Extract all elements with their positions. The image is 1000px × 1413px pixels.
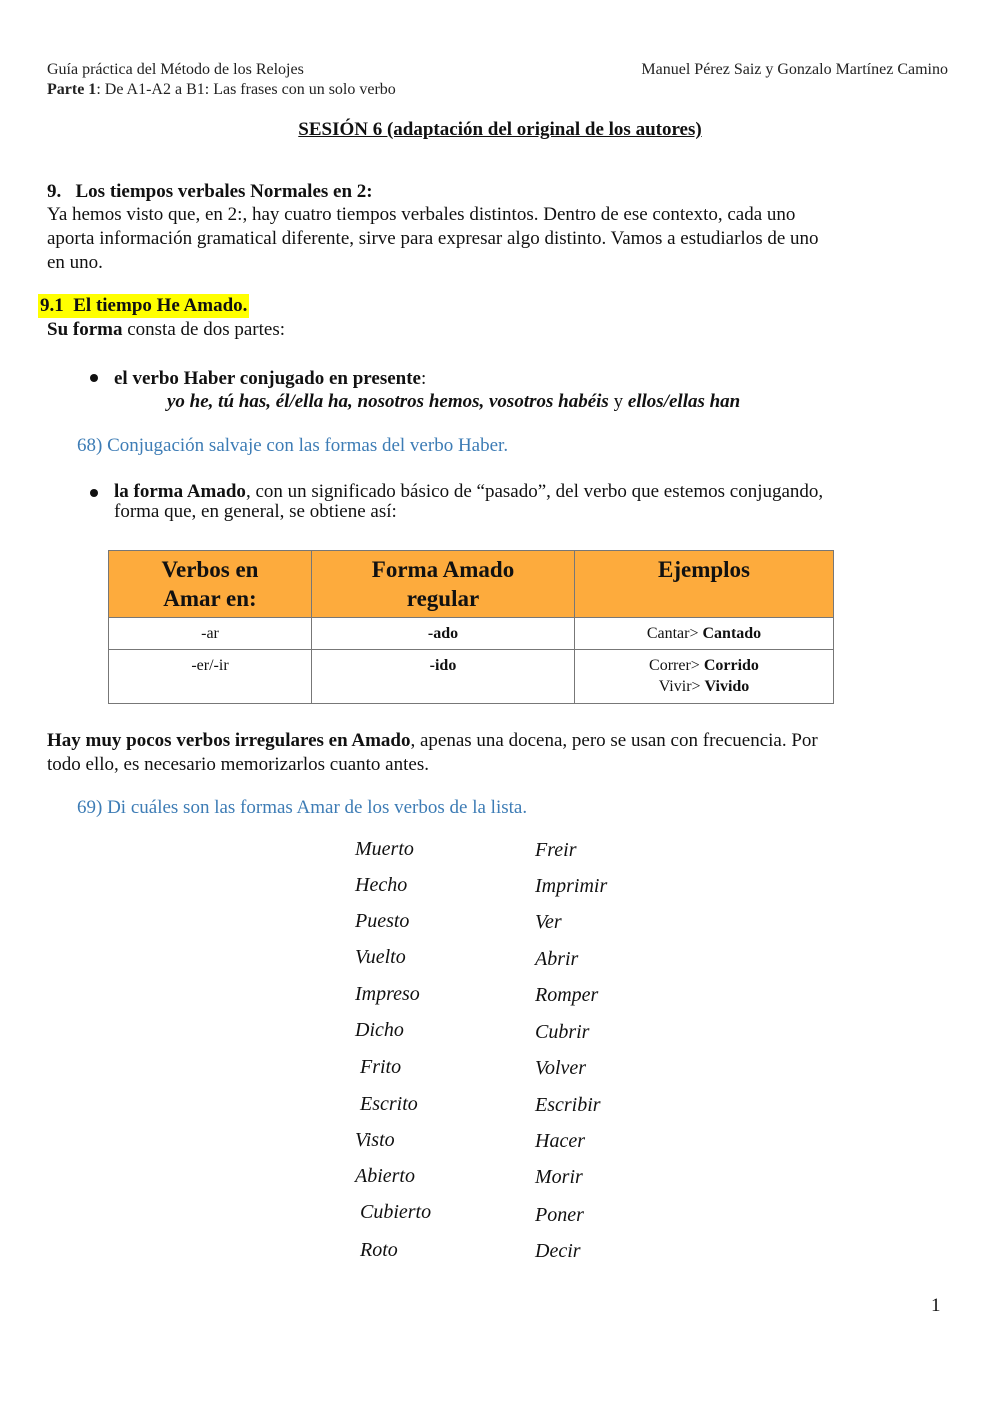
table-cell <box>575 650 834 704</box>
table-cell: -ido <box>312 650 575 704</box>
irregular-bold: Hay muy pocos verbos irregulares en Amado <box>47 730 411 751</box>
bullet-dot <box>90 489 98 497</box>
irregular-rest: , apenas una docena, pero se usan con frecuencia. Por <box>410 730 818 751</box>
table-row <box>109 618 834 650</box>
word-right: Imprimir <box>535 875 608 897</box>
session-title: SESIÓN 6 (adaptación del original de los autores) <box>298 119 702 140</box>
paragraph-line: aporta información gramatical diferente, sirve para expresar algo distinto. Vamos a estudiarlos de uno <box>47 228 819 249</box>
word-left: Impreso <box>355 983 420 1005</box>
table-cell: -ado <box>312 618 575 650</box>
word-right: Decir <box>535 1240 581 1262</box>
header-line: regular <box>406 586 480 611</box>
word-left: Cubierto <box>360 1201 432 1223</box>
page-number: 1 <box>931 1295 941 1316</box>
bullet-haber-bold: el verbo Haber conjugado en presente <box>114 368 421 389</box>
table-cell <box>575 618 834 650</box>
table-header-row <box>109 551 834 618</box>
header-line: Amar en: <box>163 586 257 611</box>
su-forma-label: Su forma <box>47 319 123 340</box>
word-left: Dicho <box>355 1019 404 1041</box>
header-right: Manuel Pérez Saiz y Gonzalo Martínez Camino <box>641 61 948 78</box>
example-form: Vivido <box>704 678 750 695</box>
table-cell: -ar <box>109 618 312 650</box>
paragraph-line: Ya hemos visto que, en 2:, hay cuatro tiempos verbales distintos. Dentro de ese contexto, cada uno <box>47 204 796 225</box>
word-right: Ver <box>535 911 562 933</box>
bullet-amado <box>114 482 950 522</box>
word-right: Poner <box>535 1204 584 1226</box>
word-left: Vuelto <box>355 946 406 968</box>
table-header <box>312 551 575 618</box>
haber-forms-y: y <box>608 391 628 412</box>
paragraph-line: en uno. <box>47 252 103 273</box>
bullet-haber <box>114 367 426 391</box>
haber-forms-b: ellos/ellas han <box>627 391 741 412</box>
haber-forms <box>167 390 740 414</box>
table-header <box>109 551 312 618</box>
su-forma-line <box>47 318 285 342</box>
header-line: Ejemplos <box>658 557 750 582</box>
irregular-line2: todo ello, es necesario memorizarlos cuanto antes. <box>47 754 429 775</box>
table-header <box>575 551 834 618</box>
word-right: Volver <box>535 1057 587 1079</box>
header-part-label: Parte 1 <box>47 81 97 98</box>
word-left: Roto <box>360 1239 398 1261</box>
exercise-69: 69) Di cuáles son las formas Amar de los verbos de la lista. <box>77 797 528 818</box>
word-right: Escribir <box>535 1094 601 1116</box>
irregular-paragraph <box>47 729 950 777</box>
amado-forms-table <box>108 550 834 704</box>
table-cell: -er/-ir <box>109 650 312 704</box>
bullet-haber-rest: : <box>420 368 427 389</box>
word-left: Frito <box>360 1056 402 1078</box>
word-left: Hecho <box>355 874 408 896</box>
word-left: Escrito <box>360 1093 418 1115</box>
section-9-1-heading: 9.1 El tiempo He Amado. <box>40 295 248 316</box>
bullet-amado-rest: , con un significado básico de “pasado”, del verbo que estemos conjugando, <box>245 481 824 502</box>
haber-forms-a: yo he, tú has, él/ella ha, nosotros hemos, vosotros habéis <box>167 391 609 412</box>
header-line: Forma Amado <box>371 557 515 582</box>
header-left: Guía práctica del Método de los Relojes <box>47 61 304 78</box>
word-left: Abierto <box>355 1165 415 1187</box>
header-part <box>47 81 396 99</box>
section-9-paragraph <box>47 203 950 275</box>
word-right: Morir <box>535 1166 583 1188</box>
word-right: Freir <box>535 839 577 861</box>
example-verb: Cantar> <box>646 625 703 642</box>
word-right: Romper <box>535 984 599 1006</box>
word-left: Muerto <box>355 838 414 860</box>
bullet-amado-bold: la forma Amado <box>114 481 246 502</box>
word-right: Hacer <box>535 1130 585 1152</box>
word-left: Puesto <box>355 910 410 932</box>
su-forma-text: consta de dos partes: <box>122 319 285 340</box>
word-right: Abrir <box>535 948 579 970</box>
word-left: Visto <box>355 1129 395 1151</box>
word-right: Cubrir <box>535 1021 590 1043</box>
header-line: Verbos en <box>161 557 259 582</box>
bullet-amado-line2: forma que, en general, se obtiene así: <box>114 501 397 522</box>
example-form: Corrido <box>703 657 759 674</box>
header-part-text: : De A1-A2 a B1: Las frases con un solo verbo <box>96 81 396 98</box>
section-9-heading: 9. Los tiempos verbales Normales en 2: <box>47 181 373 202</box>
exercise-68: 68) Conjugación salvaje con las formas del verbo Haber. <box>77 435 509 456</box>
example-form: Cantado <box>702 625 762 642</box>
table-row <box>109 650 834 704</box>
bullet-dot <box>90 374 98 382</box>
example-verb: Correr> <box>649 657 704 674</box>
example-verb: Vivir> <box>658 678 705 695</box>
